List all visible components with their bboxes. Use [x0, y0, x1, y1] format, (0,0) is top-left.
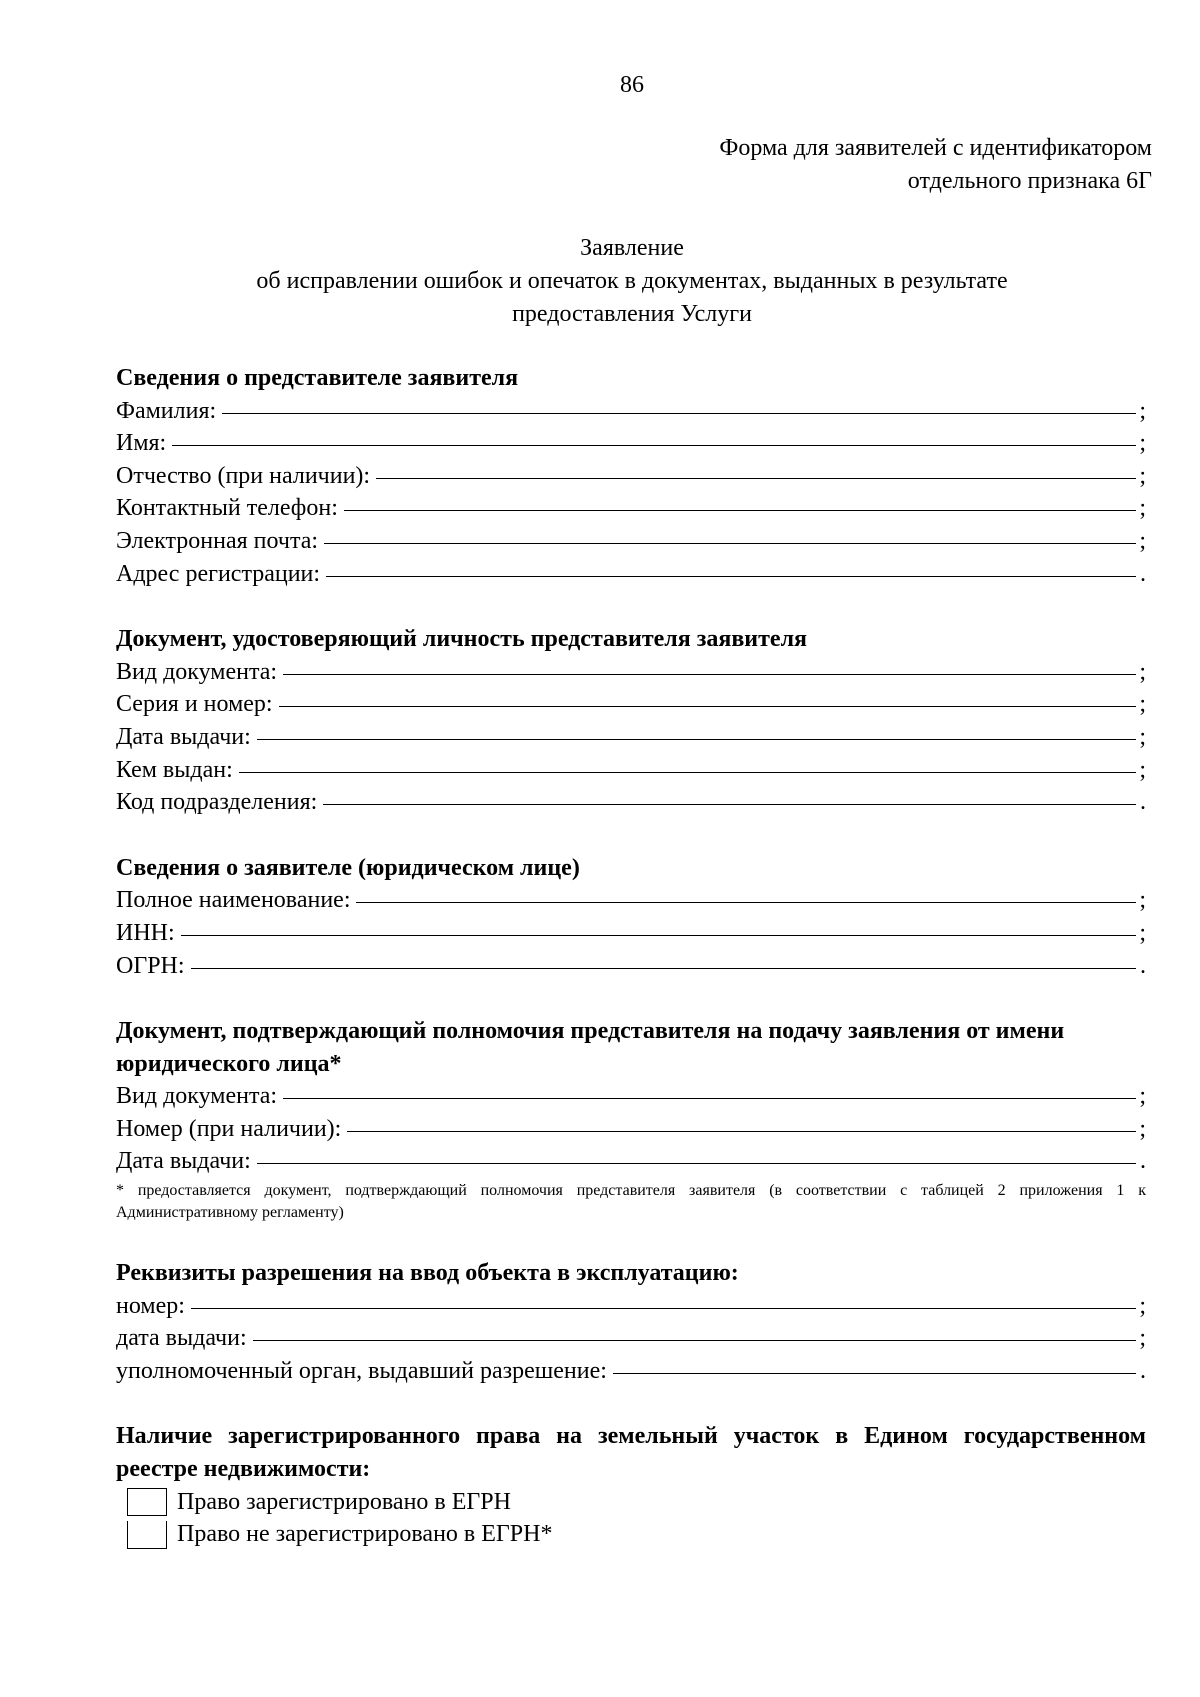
form-content — [116, 362, 1146, 1584]
auth-document-type-input-line[interactable] — [283, 1098, 1136, 1099]
title-line: Заявление — [580, 235, 684, 261]
field-end: ; — [1139, 1083, 1146, 1110]
field-end: ; — [1139, 527, 1146, 554]
section-title: Документ, подтверждающий полномочия представителя на подачу заявления от имени юридического лица* — [116, 1018, 1065, 1077]
page-number: 86 — [620, 72, 644, 98]
option-label: Право не зарегистрировано в ЕГРН* — [177, 1521, 553, 1548]
department-code-input-line[interactable] — [323, 804, 1136, 805]
field-end: . — [1140, 560, 1146, 587]
field-end: ; — [1139, 1115, 1146, 1142]
field-label: Полное наименование: — [116, 887, 351, 914]
section-authority-document — [116, 1015, 1146, 1224]
auth-number-input-line[interactable] — [347, 1131, 1136, 1132]
email-input-line[interactable] — [324, 543, 1136, 544]
field-end: ; — [1139, 887, 1146, 914]
section-title: Наличие зарегистрированного права на земельный участок в Едином государственном реестре недвижимости: — [116, 1423, 1146, 1483]
section-title: Реквизиты разрешения на ввод объекта в эксплуатацию: — [116, 1260, 739, 1287]
field-patronymic — [116, 460, 1146, 493]
field-permit-number — [116, 1290, 1146, 1323]
series-number-input-line[interactable] — [279, 706, 1136, 707]
field-end: . — [1140, 1148, 1146, 1175]
inn-input-line[interactable] — [181, 935, 1136, 936]
field-label: Кем выдан: — [116, 756, 233, 783]
section-identity-document — [116, 623, 1146, 819]
field-label: Вид документа: — [116, 1083, 278, 1110]
field-end: ; — [1139, 495, 1146, 522]
section-land-rights — [116, 1420, 1146, 1550]
field-auth-document-type — [116, 1080, 1146, 1113]
field-label: ОГРН: — [116, 952, 185, 979]
issued-by-input-line[interactable] — [239, 772, 1136, 773]
ogrn-input-line[interactable] — [191, 968, 1136, 969]
section-permit — [116, 1257, 1146, 1387]
field-label: номер: — [116, 1292, 185, 1319]
field-end: . — [1140, 1357, 1146, 1384]
document-type-input-line[interactable] — [283, 674, 1136, 675]
address-input-line[interactable] — [326, 576, 1136, 577]
field-name — [116, 427, 1146, 460]
field-label: Серия и номер: — [116, 691, 273, 718]
field-permit-authority — [116, 1355, 1146, 1388]
surname-input-line[interactable] — [222, 413, 1136, 414]
field-issued-by — [116, 754, 1146, 787]
field-issue-date — [116, 721, 1146, 754]
issue-date-input-line[interactable] — [257, 739, 1136, 740]
option-not-registered — [127, 1518, 1146, 1551]
option-label: Право зарегистрировано в ЕГРН — [177, 1488, 511, 1515]
field-end: ; — [1139, 691, 1146, 718]
field-surname — [116, 395, 1146, 428]
option-registered — [127, 1486, 1146, 1519]
auth-issue-date-input-line[interactable] — [257, 1163, 1136, 1164]
form-identifier-line: Форма для заявителей с идентификатором — [719, 135, 1152, 161]
field-series-number — [116, 688, 1146, 721]
document-title — [0, 232, 1200, 331]
full-name-input-line[interactable] — [356, 902, 1136, 903]
field-end: ; — [1139, 919, 1146, 946]
field-phone — [116, 492, 1146, 525]
field-label: ИНН: — [116, 919, 175, 946]
permit-number-input-line[interactable] — [191, 1308, 1136, 1309]
section-title: Документ, удостоверяющий личность представителя заявителя — [116, 626, 808, 653]
title-line: об исправлении ошибок и опечаток в документах, выданных в результате — [256, 268, 1008, 294]
permit-authority-input-line[interactable] — [613, 1373, 1136, 1374]
field-label: Имя: — [116, 430, 167, 457]
name-input-line[interactable] — [172, 445, 1136, 446]
field-department-code — [116, 786, 1146, 819]
field-ogrn — [116, 950, 1146, 983]
section-representative — [116, 362, 1146, 590]
field-end: . — [1140, 952, 1146, 979]
field-inn — [116, 917, 1146, 950]
not-registered-checkbox[interactable] — [127, 1521, 167, 1549]
field-label: Дата выдачи: — [116, 1148, 251, 1175]
field-document-type — [116, 656, 1146, 689]
field-label: Контактный телефон: — [116, 495, 338, 522]
field-full-name — [116, 884, 1146, 917]
registered-checkbox[interactable] — [127, 1488, 167, 1516]
field-end: ; — [1139, 430, 1146, 457]
field-label: Номер (при наличии): — [116, 1115, 342, 1142]
field-label: уполномоченный орган, выдавший разрешение: — [116, 1357, 607, 1384]
section-legal-entity — [116, 852, 1146, 982]
patronymic-input-line[interactable] — [376, 478, 1136, 479]
field-permit-date — [116, 1322, 1146, 1355]
field-auth-number — [116, 1113, 1146, 1146]
field-auth-issue-date — [116, 1145, 1146, 1178]
field-label: Адрес регистрации: — [116, 560, 321, 587]
field-address — [116, 558, 1146, 591]
field-end: ; — [1139, 1292, 1146, 1319]
field-end: ; — [1139, 1325, 1146, 1352]
field-end: ; — [1139, 658, 1146, 685]
field-label: Фамилия: — [116, 397, 217, 424]
field-end: ; — [1139, 756, 1146, 783]
title-line: предоставления Услуги — [512, 301, 752, 327]
section-title: Сведения о представителе заявителя — [116, 365, 519, 391]
phone-input-line[interactable] — [344, 510, 1136, 511]
field-label: Дата выдачи: — [116, 723, 251, 750]
field-email — [116, 525, 1146, 558]
field-label: дата выдачи: — [116, 1325, 247, 1352]
field-end: ; — [1139, 397, 1146, 424]
field-end: . — [1140, 789, 1146, 816]
section-title: Сведения о заявителе (юридическом лице) — [116, 854, 580, 881]
field-label: Код подразделения: — [116, 789, 318, 816]
permit-date-input-line[interactable] — [253, 1340, 1136, 1341]
field-label: Вид документа: — [116, 658, 278, 685]
field-label: Отчество (при наличии): — [116, 462, 371, 489]
field-end: ; — [1139, 462, 1146, 489]
field-end: ; — [1139, 723, 1146, 750]
field-label: Электронная почта: — [116, 527, 319, 554]
footnote: * предоставляется документ, подтверждающий полномочия представителя заявителя (в соответствии с таблицей 2 приложения 1 к Административному регламенту) — [116, 1182, 1146, 1222]
form-identifier-line: отдельного признака 6Г — [907, 168, 1152, 194]
form-identifier — [552, 132, 1152, 198]
